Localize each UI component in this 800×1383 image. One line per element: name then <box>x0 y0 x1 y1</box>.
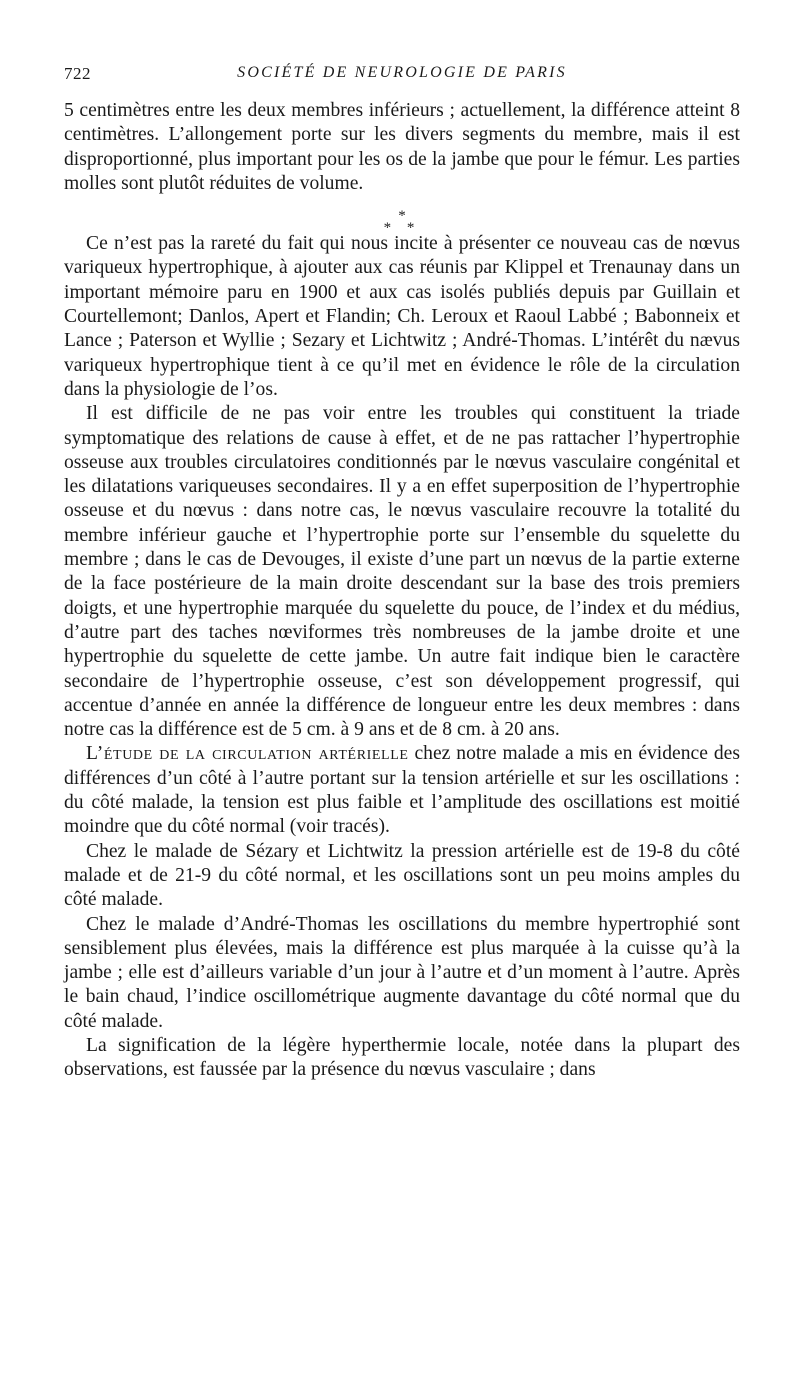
running-title: SOCIÉTÉ DE NEUROLOGIE DE PARIS <box>237 64 567 81</box>
paragraph-hyperthermia: La signification de la légère hyperthermie locale, notée dans la plupart des observations, est faussée par la présence du nœvus vasculaire ; dans <box>64 1034 740 1081</box>
paragraph-naevus-intro: Ce n’est pas la rareté du fait qui nous incite à présenter ce nouveau cas de nœvus variqueux hypertrophique, à ajouter aux cas réunis par Klippel et Trenaunay dans un important mémoire paru en 1900 et aux cas isolés publiés depuis par Guillain et Courtellemont; Danlos, Apert et Flandin; Ch. Leroux et Raoul Labbé ; Babonneix et Lance ; Paterson et Wyllie ; Sezary et Lichtwitz ; André-Thomas. L’intérêt du nævus variqueux hypertrophique tient à ce qu’il met en évidence le rôle de la circulation dans la physiologie de l’os. <box>64 233 740 400</box>
paragraph-continuation: 5 centimètres entre les deux membres inférieurs ; actuellement, la différence atteint 8 centimètres. L’allongement porte sur les divers segments du membre, mais il est disproportionné, plus important pour les os de la jambe que pour le fémur. Les parties molles sont plutôt réduites de volume. <box>64 100 740 194</box>
asterism-separator <box>64 196 740 237</box>
page-number: 722 <box>64 64 91 83</box>
body-text <box>64 99 740 1083</box>
asterism-bottom: * * <box>383 220 421 237</box>
paragraph-sezary-case: Chez le malade de Sézary et Lichtwitz la pression artérielle est de 19-8 du côté malade et de 21-9 du côté normal, et les oscillations sont un peu moins amples du côté malade. <box>64 840 740 911</box>
page-header <box>64 64 740 88</box>
section-lead-smallcaps: L’étude de la circulation artérielle <box>86 743 409 765</box>
paragraph-arterial-study-text: chez notre malade a mis en évidence des différences d’un côté à l’autre portant sur la tension artérielle et sur les oscillations : du côté malade, la tension est plus faible et l’amplitude des oscillations est moitié moindre que du côté normal (voir tracés). <box>64 743 740 838</box>
paragraph-andre-thomas-case: Chez le malade d’André-Thomas les oscillations du membre hypertrophié sont sensiblement plus élevées, mais la différence est plus marquée à la cuisse qu’à la jambe ; elle est d’ailleurs variable d’un jour à l’autre et d’un moment à l’autre. Après le bain chaud, l’indice oscillométrique augmente davantage du côté normal que du côté malade. <box>64 913 740 1032</box>
paragraph-triad: Il est difficile de ne pas voir entre les troubles qui constituent la triade symptomatique des relations de cause à effet, et de ne pas rattacher l’hypertrophie osseuse aux troubles circulatoires conditionnés par le nœvus vasculaire congénital et les dilatations variqueuses secondaires. Il y a en effet superposition de l’hypertrophie osseuse et du nœvus : dans notre cas, le nœvus vasculaire recouvre la totalité du membre inférieur gauche et l’hypertrophie porte sur l’ensemble du squelette du membre ; dans le cas de Devouges, il existe d’une part un nœvus de la partie externe de la face postérieure de la main droite descendant sur la base des trois premiers doigts, et une hypertrophie marquée du squelette du pouce, de l’index et du médius, d’autre part des taches nœviformes très nombreuses de la jambe droite et une hypertrophie du squelette de cette jambe. Un autre fait indique bien le caractère secondaire de l’hypertrophie osseuse, c’est son développement progressif, qui accentue d’année en année la différence de longueur entre les deux membres : dans notre cas la différence est de 5 cm. à 9 ans et de 8 cm. à 20 ans. <box>64 403 740 741</box>
asterism-top: * <box>398 208 406 225</box>
paragraph-arterial-study <box>64 742 740 839</box>
